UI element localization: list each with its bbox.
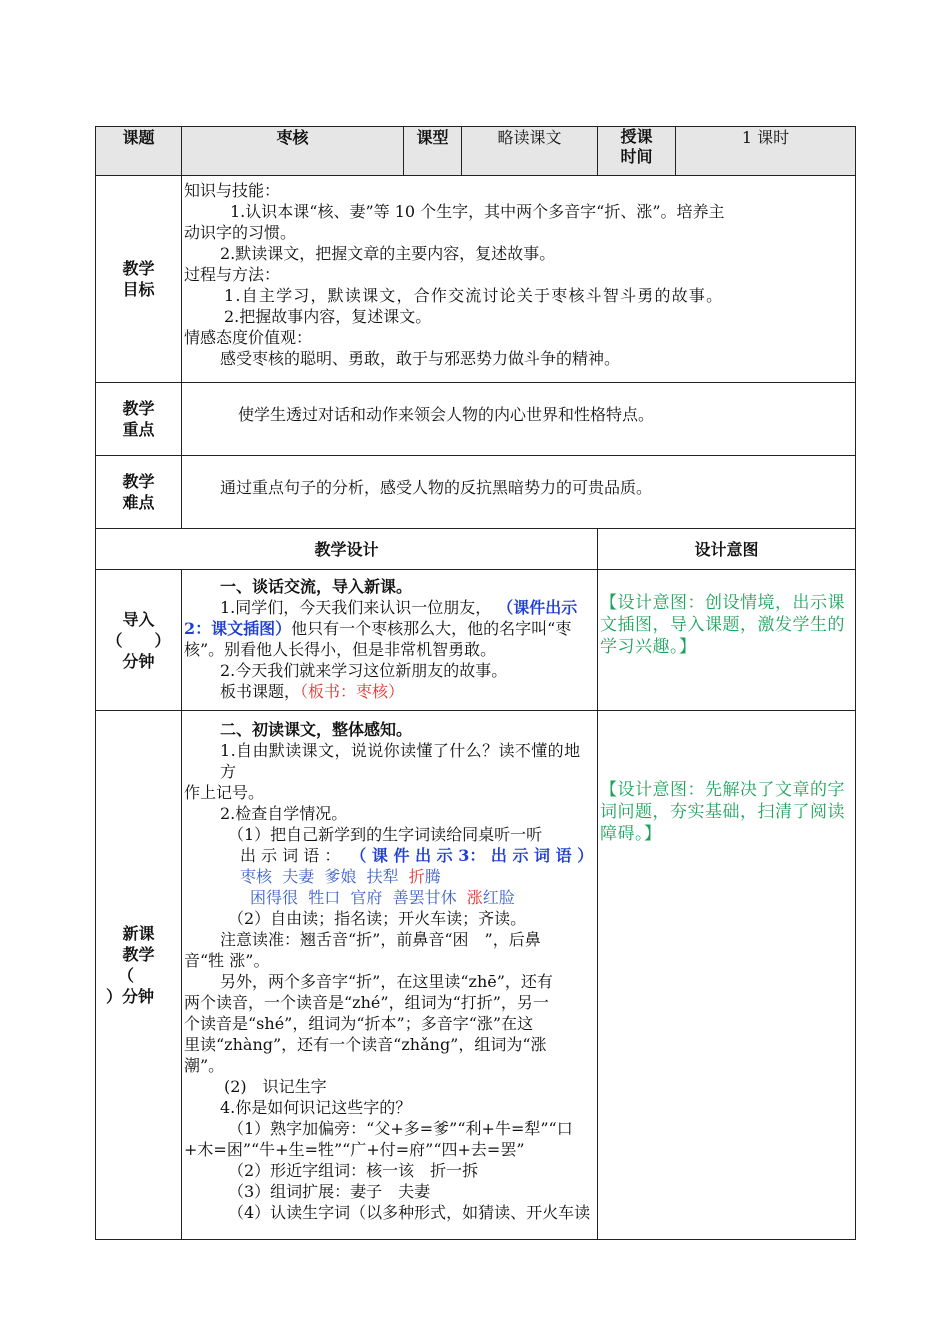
newlesson-line: 另外，两个多音字“折”，在这里读“zhē”，还有 [220,972,553,991]
goal-line: 1.认识本课“核、妻”等 10 个生字，其中两个多音字“折、涨”。培养主 [230,202,725,221]
intro-board-text: 板书课题， [220,682,301,701]
intro-line2-text: 他只有一个枣核那么大，他的名字叫“枣 [291,619,572,638]
word-guanfu: 官府 [350,888,383,907]
time-value: 1 课时 [676,127,856,176]
time-label-line2: 时间 [620,147,653,166]
newlesson-line: 两个读音，一个读音是“zhé”，组词为“打折”，另一 [184,993,549,1012]
design-header-row [96,529,856,570]
lesson-plan-table [95,126,856,1240]
goal-line: 知识与技能： [184,181,281,200]
word-shanbaganxiu: 善罢甘休 [392,888,457,907]
newlesson-line: 2.检查自学情况。 [220,804,348,823]
intro-label-line2: （ ） [106,630,171,650]
goal-line: 1.自主学习，默读课文，合作交流讨论关于枣核斗智斗勇的故事。 [224,286,724,305]
newlesson-line: 潮”。 [184,1056,225,1075]
newlesson-title: 二、初读课文，整体感知。 [220,720,413,739]
type-value: 略读课文 [462,127,598,176]
intro-label [96,570,182,711]
goal-line: 过程与方法： [184,265,281,284]
newlesson-line: （1）熟字加偏旁：“父+多=爹”“利+牛=犁”“口 [228,1119,573,1138]
word-zaohe: 枣核 [240,867,273,886]
topic-label: 课题 [96,127,182,176]
newlesson-label-line2: 教学 [122,945,155,964]
goal-line: 2.把握故事内容，复述课文。 [224,307,432,326]
key-point-text: 使学生透过对话和动作来领会人物的内心世界和性格特点。 [182,383,856,456]
word-kundehen: 困得很 [250,888,299,907]
goals-content [182,176,856,383]
newlesson-line: 4.你是如何识记这些字的？ [220,1098,412,1117]
difficulty-text: 通过重点句子的分析，感受人物的反抗黑暗势力的可贵品质。 [182,456,856,529]
goal-line: 动识字的习惯。 [184,223,297,242]
intro-content [182,570,598,711]
newlesson-line: 1.自由默读课文，说说你读懂了什么？读不懂的地方 [220,741,581,781]
show-words-text: 出 示 词 语 ： [240,846,341,865]
word-fuli: 扶犁 [366,867,399,886]
newlesson-line: 作上记号。 [184,783,265,802]
type-label: 课型 [404,127,462,176]
newlesson-line: （3）组词扩展：妻子 夫妻 [228,1182,431,1201]
difficulty-row [96,456,856,529]
show-words-courseware: （ 课 件 出 示 3： 出 示 词 语 ） [358,846,594,865]
word-zhang-char: 涨 [466,888,483,907]
intro-label-line3: 分钟 [122,651,155,671]
goals-row [96,176,856,383]
intro-courseware-note-cont: 2：课文插图） [184,619,292,638]
newlesson-label-line3: （ [118,966,135,985]
difficulty-label-line2: 难点 [122,493,155,512]
newlesson-line: 里读“zhàng”，还有一个读音“zhǎng”，组词为“涨 [184,1035,547,1054]
time-label-line1: 授课 [620,127,653,146]
key-point-row [96,383,856,456]
goals-label-line2: 目标 [122,280,155,299]
newlesson-line: +木=困”“牛+生=牲”“广+付=府”“四+去=罢” [184,1140,525,1159]
newlesson-label-line1: 新课 [122,924,155,943]
word-zhe-rest: 腾 [424,867,441,886]
intro-row [96,570,856,711]
newlesson-line: （1）把自己新学到的生字词读给同桌听一听 [228,825,543,844]
design-header-right: 设计意图 [598,529,856,570]
key-point-label-line2: 重点 [122,420,155,439]
newlesson-line: 音“牲 涨”。 [184,951,270,970]
intro-line1-text: 1.同学们，今天我们来认识一位朋友， [220,598,492,617]
word-zhe-char: 折 [408,867,425,886]
newlesson-content [182,711,598,1240]
intro-title: 一、谈话交流，导入新课。 [220,577,413,596]
word-shengkou: 牲口 [308,888,341,907]
key-point-label-line1: 教学 [122,399,155,418]
intro-label-line1: 导入 [122,609,155,629]
intro-courseware-note: （课件出示 [505,598,578,617]
newlesson-intent: 【设计意图：先解决了文章的字词问题，夯实基础，扫清了阅读障碍。】 [598,711,856,1240]
newlesson-line: （2）形近字组词：核一该 折一拆 [228,1161,479,1180]
goal-line: 2.默读课文，把握文章的主要内容，复述故事。 [220,244,556,263]
newlesson-line: (2) 识记生字 [224,1077,327,1096]
goals-label [96,176,182,383]
newlesson-label-line4: ）分钟 [106,987,155,1006]
word-fuqi: 夫妻 [282,867,315,886]
goals-label-line1: 教学 [122,259,155,278]
topic-value: 枣核 [182,127,404,176]
newlesson-line: （2）自由读；指名读；开火车读；齐读。 [228,909,527,928]
difficulty-label-line1: 教学 [122,472,155,491]
difficulty-label [96,456,182,529]
intro-line3: 核”。别看他人长得小，但是非常机智勇敢。 [184,640,497,659]
intro-board-note: （板书：枣核） [300,682,405,701]
header-row [96,127,856,176]
newlesson-line: 注意读准：翘舌音“折”，前鼻音“困 ”，后鼻 [220,930,541,949]
newlesson-line: 个读音是“shé”，组词为“折本”；多音字“涨”在这 [184,1014,534,1033]
key-point-label [96,383,182,456]
goal-line: 情感态度价值观： [184,328,313,347]
newlesson-line: （4）认读生字词（以多种形式，如猜读、开火车读 [228,1203,591,1222]
word-zhang-rest: 红脸 [482,888,515,907]
time-label [598,127,676,176]
newlesson-row [96,711,856,1240]
design-header-left: 教学设计 [96,529,598,570]
word-dieniang: 爹娘 [324,867,357,886]
goal-line: 感受枣核的聪明、勇敢，敢于与邪恶势力做斗争的精神。 [220,349,621,368]
newlesson-label [96,711,182,1240]
intro-intent: 【设计意图：创设情境，出示课文插图，导入课题，激发学生的学习兴趣。】 [598,570,856,711]
intro-line4: 2.今天我们就来学习这位新朋友的故事。 [220,661,508,680]
